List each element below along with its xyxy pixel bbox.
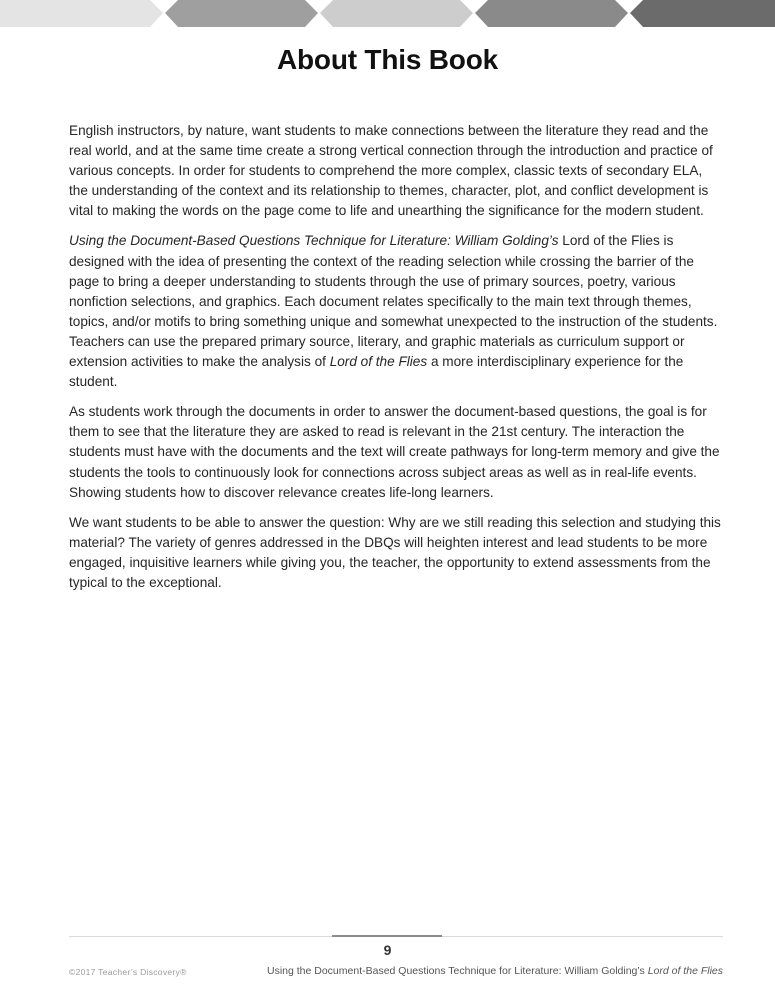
body-text xyxy=(69,121,724,603)
banner-segment-1 xyxy=(0,0,163,27)
running-title xyxy=(267,965,723,977)
book-title: Lord of the Flies xyxy=(558,233,660,249)
paragraph-1: English instructors, by nature, want students to make connections between the literature they read and the real world, and at the same time create a strong vertical connection through the introduction and practice of various concepts. In order for students to comprehend the more complex, classic texts of secondary ELA, the understanding of the context and its relationship to themes, character, plot, and conflict development is vital to making the words on the page come to life and unearthing the significance for the modern student. xyxy=(69,123,713,219)
header-banner xyxy=(0,0,775,27)
banner-segment-4 xyxy=(475,0,628,27)
running-title-italic: Lord of the Flies xyxy=(647,965,723,977)
paragraph-4: We want students to be able to answer the question: Why are we still reading this selection and studying this material? The variety of genres addressed in the DBQs will heighten interest and lead students to be more engaged, inquisitive learners while giving you, the teacher, the opportunity to extend assessments from the typical to the exceptional. xyxy=(69,514,721,590)
footer-page-tab xyxy=(332,935,442,937)
banner-segment-3 xyxy=(320,0,473,27)
page-number: 9 xyxy=(383,942,392,958)
paragraph-2-text-a: is designed with the idea of presenting the context of the reading selection while crossing the barrier of the page to bring a deeper understanding to students through the use of primary sources, poetry, various nonfiction selections, and graphics. Each document relates specifically to the main text through themes, topics, and/or motifs to bring something unique and somewhat unexpected to the instruction of the students. Teachers can use the prepared primary source, literary, and graphic materials as curriculum support or extension activities to make the analysis of xyxy=(69,233,718,370)
book-title-italic: Lord of the Flies xyxy=(329,354,428,370)
book-series-title: Using the Document-Based Questions Technique for Literature: William Golding’s xyxy=(69,233,559,249)
page-title: About This Book xyxy=(277,44,498,75)
paragraph-3: As students work through the documents in order to answer the document-based questions, the goal is for them to see that the literature they are asked to read is relevant in the 21st century. The interaction the students must have with the documents and the text will create pathways for long-term memory and give the students the tools to continuously look for connections across subject areas as well as in real-life events. Showing students how to discover relevance creates life-long learners. xyxy=(69,404,720,500)
banner-segment-2 xyxy=(165,0,318,27)
paragraph-2 xyxy=(69,231,724,392)
running-title-text: Using the Document-Based Questions Technique for Literature: William Golding’s xyxy=(266,965,648,977)
banner-segment-5 xyxy=(630,0,775,27)
paragraph-2-text-b: a more interdisciplinary experience for the student. xyxy=(69,354,684,390)
copyright-notice: ©2017 Teacher’s Discovery® xyxy=(69,967,187,977)
